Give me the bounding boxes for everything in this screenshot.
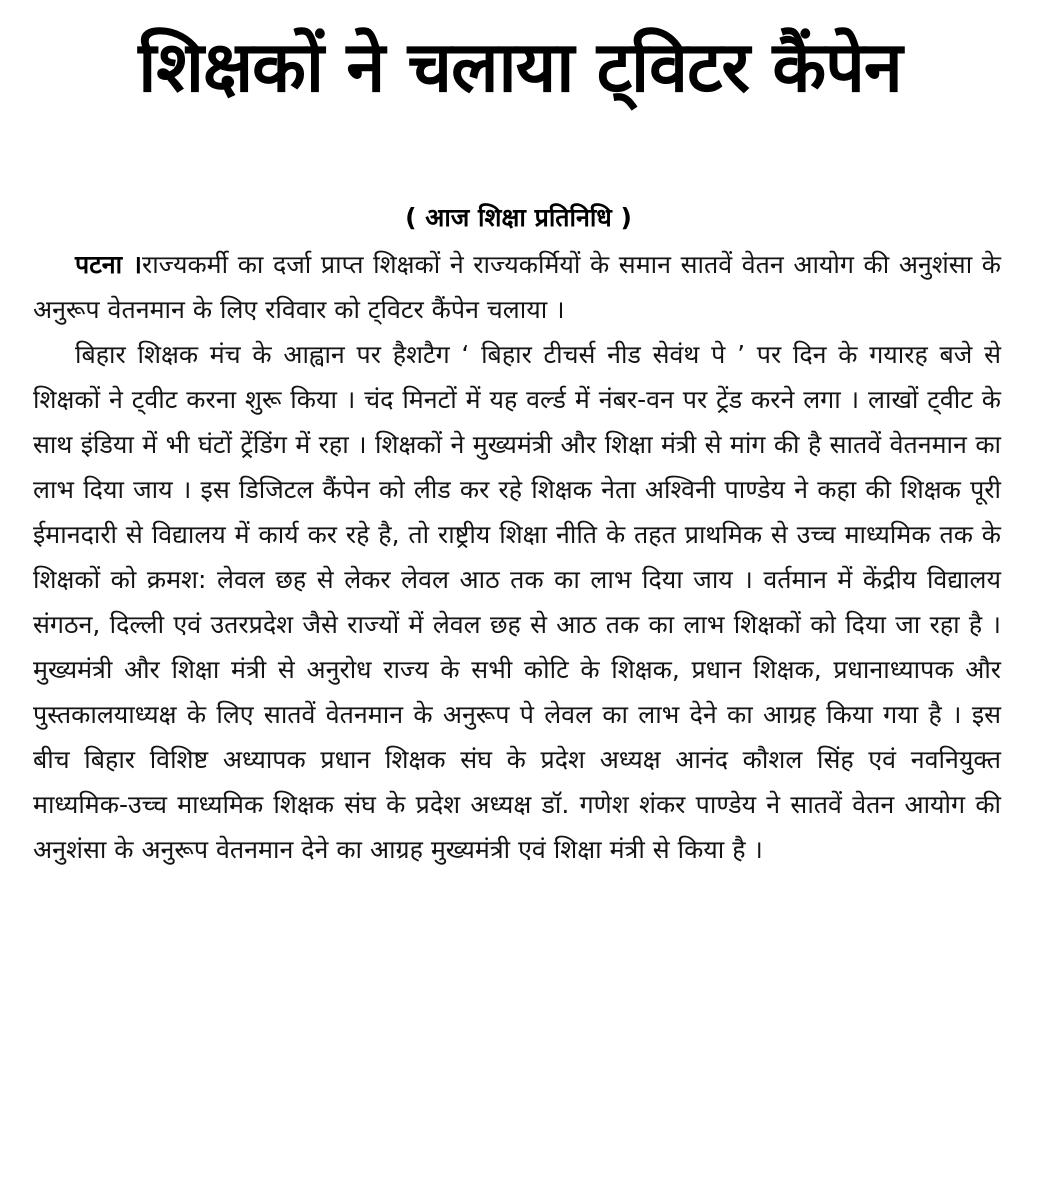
article-paragraph-1 [33, 242, 1001, 332]
dateline: पटना । [75, 250, 142, 279]
article-body [33, 242, 1001, 872]
article-paragraph-2: बिहार शिक्षक मंच के आह्वान पर हैशटैग ‘ बिहार टीचर्स नीड सेवंथ पे ’ पर दिन के गयारह बजे से शिक्षकों ने ट्वीट करना शुरू किया । चंद मिनटों में यह वर्ल्ड में नंबर-वन पर ट्रेंड करने लगा । लाखों ट्वीट के साथ इंडिया में भी घंटों ट्रेंडिंग में रहा । शिक्षकों ने मुख्यमंत्री और शिक्षा मंत्री से मांग की है सातवें वेतनमान का लाभ दिया जाय । इस डिजिटल कैंपेन को लीड कर रहे शिक्षक नेता अश्विनी पाण्डेय ने कहा की शिक्षक पूरी ईमानदारी से विद्यालय में कार्य कर रहे है, तो राष्ट्रीय शिक्षा नीति के तहत प्राथमिक से उच्च माध्यमिक तक के शिक्षकों को क्रमश: लेवल छह से लेकर लेवल आठ तक का लाभ दिया जाय । वर्तमान में केंद्रीय विद्यालय संगठन, दिल्ली एवं उतरप्रदेश जैसे राज्यों में लेवल छह से आठ तक का लाभ शिक्षकों को दिया जा रहा है । मुख्यमंत्री और शिक्षा मंत्री से अनुरोध राज्य के सभी कोटि के शिक्षक, प्रधान शिक्षक, प्रधानाध्यापक और पुस्तकालयाध्यक्ष के लिए सातवें वेतनमान के अनुरूप पे लेवल का लाभ देने का आग्रह किया गया है । इस बीच बिहार विशिष्ट अध्यापक प्रधान शिक्षक संघ के प्रदेश अध्यक्ष आनंद कौशल सिंह एवं नवनियुक्त माध्यमिक-उच्च माध्यमिक शिक्षक संघ के प्रदेश अध्यक्ष डॉ. गणेश शंकर पाण्डेय ने सातवें वेतन आयोग की अनुशंसा के अनुरूप वेतनमान देने का आग्रह मुख्यमंत्री एवं शिक्षा मंत्री से किया है । [33, 340, 1001, 864]
headline: शिक्षकों ने चलाया ट्विटर कैंपेन [138, 26, 902, 108]
paragraph-1-text: राज्यकर्मी का दर्जा प्राप्त शिक्षकों ने राज्यकर्मियों के समान सातवें वेतन आयोग की अनुशंसा के अनुरूप वेतनमान के लिए रविवार को ट्विटर कैंपेन चलाया । [33, 250, 1001, 324]
byline: ( आज शिक्षा प्रतिनिधि ) [405, 203, 632, 232]
